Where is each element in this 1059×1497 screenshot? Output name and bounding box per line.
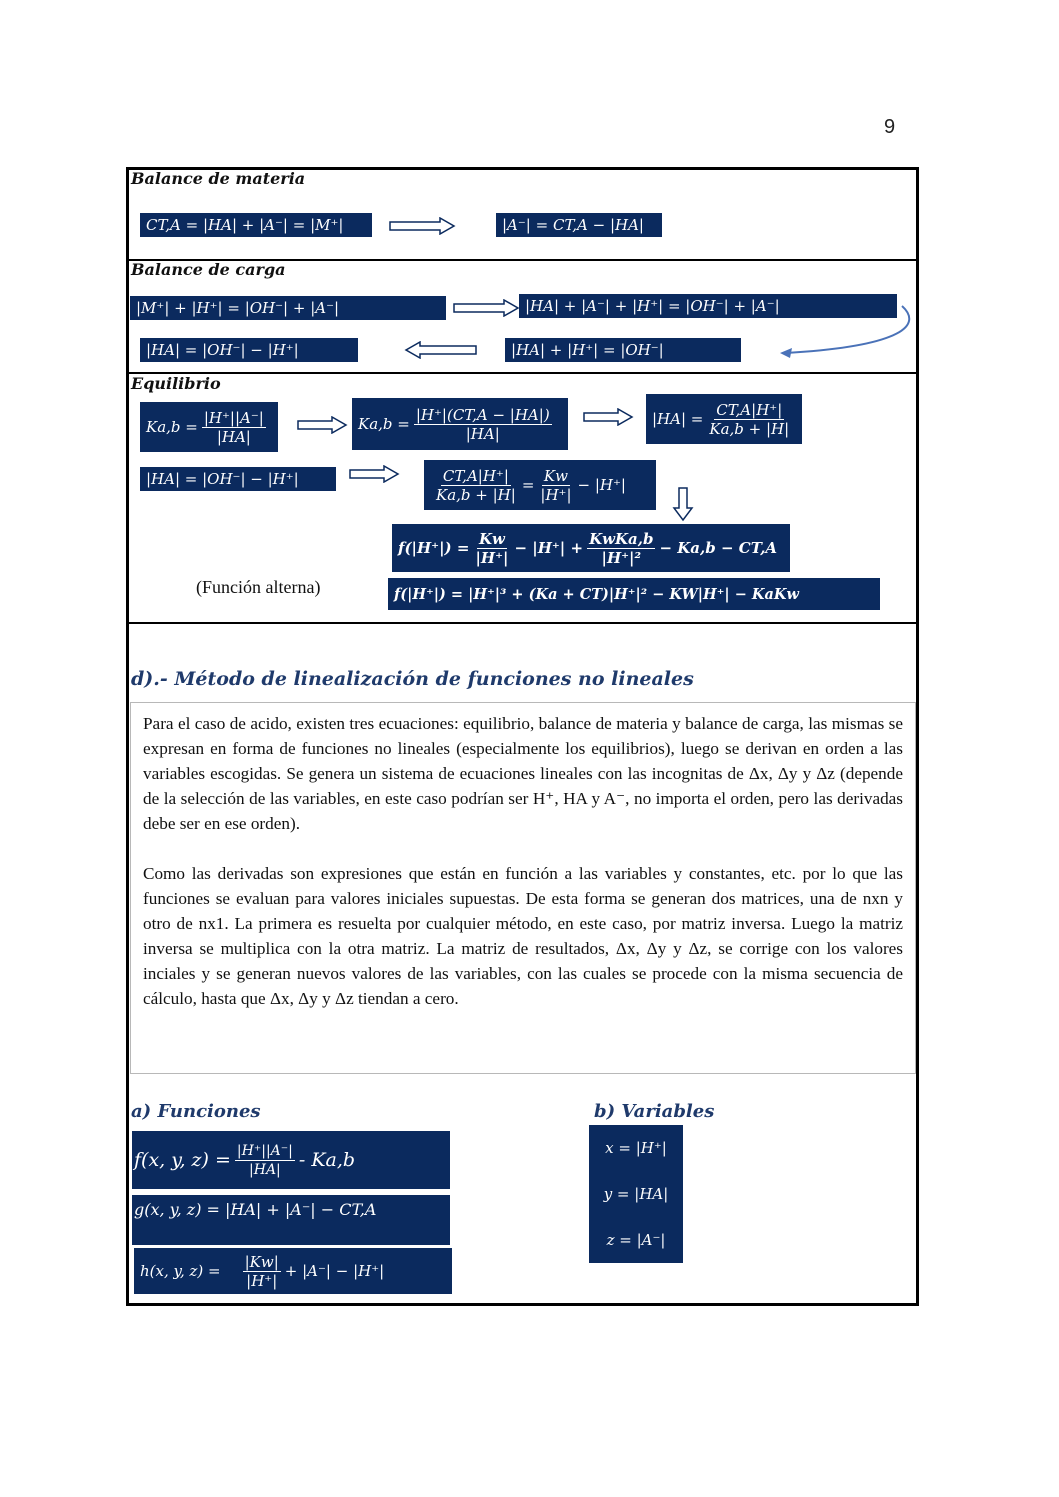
variables-box <box>589 1125 683 1263</box>
eq-g-xyz: g(x, y, z) = |HA| + |A⁻| − CT,A <box>132 1195 450 1245</box>
section-title-carga: Balance de carga <box>131 260 286 279</box>
section-heading-d: d).- Método de linealización de funciones no lineales <box>131 668 694 690</box>
divider-method <box>126 622 919 624</box>
eq-materia-2: |A⁻| = CT,A − |HA| <box>496 213 662 237</box>
down-arrow-icon <box>672 486 694 522</box>
variable-z: z = |A⁻| <box>606 1231 666 1249</box>
eq-k-ab: Ka,b = $\frac{|H^+||A^-|}{|HA|}$ <box>140 402 278 452</box>
implies-arrow-icon <box>348 465 400 483</box>
paragraph: Como las derivadas son expresiones que están en función a las variables y constantes, etc. por lo que las funciones se evaluan para valores iniciales supuestas. De esta forma se generan dos matrices, una de nxn y otro de nx1. La primera es resuelta por cualquier método, en este caso, por matriz inversa. Luego la matriz inversa se multiplica con la otra matriz. La matriz de resultados, Δx, Δy y Δz, se corrige con los valores inciales y se generan nuevos valores de las variables, con las cuales se procede con la misma secuencia de cálculo, hasta que Δx, Δy y Δz tiendan a cero. <box>143 864 903 1008</box>
eq-materia-1: CT,A = |HA| + |A⁻| = |M⁺| <box>140 213 372 237</box>
alt-function-label: (Función alterna) <box>196 577 321 597</box>
eq-carga-1: |M⁺| + |H⁺| = |OH⁻| + |A⁻| <box>130 296 446 320</box>
implies-arrow-icon <box>452 299 520 317</box>
eq-function-alt: f(|H⁺|) = |H⁺|³ + (Ka + CT)|H⁺|² − KW|H⁺| − KaKw <box>388 578 880 610</box>
eq-function-h: f(|H⁺|) = $\frac{Kw}{|H^+|}$ − |H⁺| + $\frac{\text{KwKa,b}}{\text{|H⁺|²}}$ − Ka,b − CT,A <box>392 524 790 572</box>
implies-arrow-icon <box>582 408 634 426</box>
variable-y: y = |HA| <box>603 1185 669 1203</box>
eq-f-xyz: f(x, y, z) = $\frac{|H^+||A^-|}{|HA|}$ - Ka,b <box>132 1131 450 1189</box>
section-title-materia: Balance de materia <box>131 169 306 188</box>
curved-arrow-icon <box>776 300 918 360</box>
eq-carga-3: |HA| = |OH⁻| − |H⁺| <box>140 338 358 362</box>
eq-ha-charge: |HA| = |OH⁻| − |H⁺| <box>140 467 336 491</box>
variable-x: x = |H⁺| <box>605 1139 667 1157</box>
eq-combined: $\frac{CT,A|H^+|}{Ka,b + |H|}$ = $\frac{Kw}{|H^+|}$ − |H⁺| <box>424 460 656 510</box>
method-text-box <box>130 702 916 1074</box>
divider-equilibrio <box>126 372 919 374</box>
eq-k-ab-substituted: Ka,b = $\frac{|H^+|(CT,A - |HA|)}{|HA|}$ <box>352 398 568 450</box>
variables-heading: b) Variables <box>594 1101 715 1122</box>
funciones-heading: a) Funciones <box>131 1101 261 1122</box>
eq-carga-4: |HA| + |H⁺| = |OH⁻| <box>505 338 741 362</box>
eq-ha-solved: |HA| = $\frac{CT,A|H^+|}{Ka,b + |H|}$ <box>646 394 802 444</box>
eq-h-xyz: h(x, y, z) = $\frac{|Kw|}{|H^+|}$ + |A⁻| − |H⁺| <box>134 1248 452 1294</box>
eq-carga-2: |HA| + |A⁻| + |H⁺| = |OH⁻| + |A⁻| <box>519 294 897 318</box>
implies-arrow-icon <box>388 217 456 235</box>
paragraph: Para el caso de acido, existen tres ecuaciones: equilibrio, balance de materia y balance de carga, las mismas se expresan en forma de funciones no lineales (especialmente los equilibrios), luego se derivan en orden a las variables escogidas. Se genera un sistema de ecuaciones lineales con las incognitas de Δx, Δy y Δz (depende de la selección de las variables, en este caso podrían ser H⁺, HA y A⁻, no importa el orden, pero las derivadas debe ser en ese orden). <box>143 714 903 833</box>
section-title-equilibrio: Equilibrio <box>131 374 221 393</box>
page-number: 9 <box>884 116 896 138</box>
implies-arrow-icon <box>296 416 348 434</box>
left-arrow-icon <box>404 341 478 359</box>
